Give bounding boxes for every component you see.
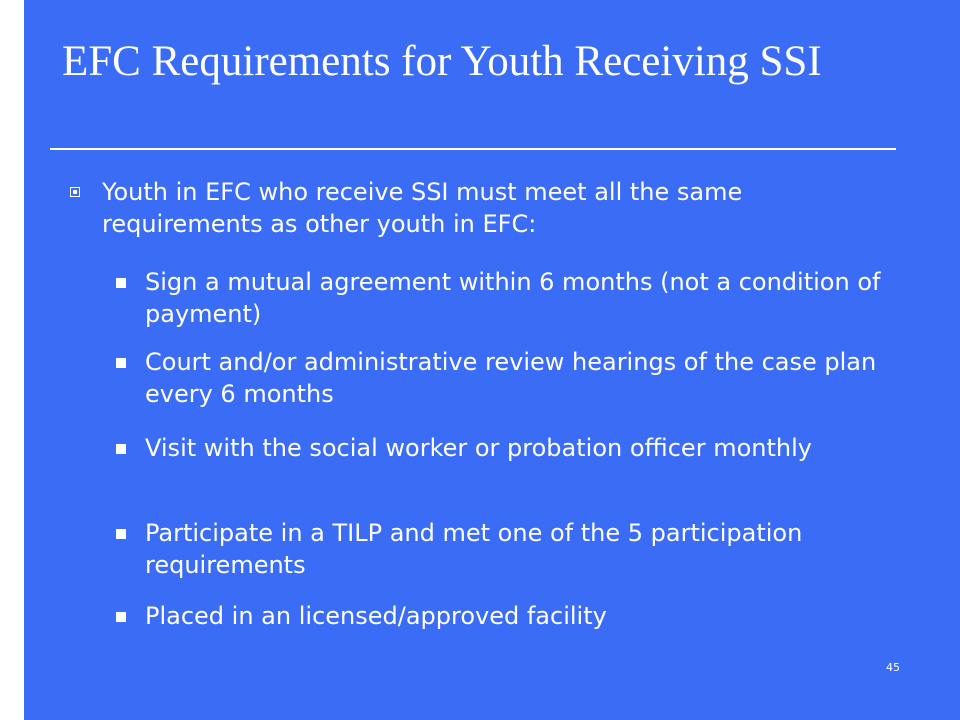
filled-square-bullet-icon xyxy=(116,612,126,622)
slide-title: EFC Requirements for Youth Receiving SSI xyxy=(62,38,822,85)
sub-bullet-text: Visit with the social worker or probation officer monthly xyxy=(145,434,812,462)
sub-bullet-item xyxy=(145,600,915,632)
hollow-square-bullet-icon xyxy=(70,187,80,197)
sub-bullet-item xyxy=(145,266,915,330)
sub-bullet-item xyxy=(145,517,915,581)
sub-bullet-text: Placed in an licensed/approved facility xyxy=(145,602,607,630)
filled-square-bullet-icon xyxy=(116,358,126,368)
main-bullet-item xyxy=(102,176,902,240)
filled-square-bullet-icon xyxy=(116,444,126,454)
sub-bullet-item xyxy=(145,432,915,464)
sub-bullet-text: Court and/or administrative review hearings of the case plan every 6 months xyxy=(145,348,877,408)
sub-bullet-item xyxy=(145,346,915,410)
page-number: 45 xyxy=(886,661,900,674)
filled-square-bullet-icon xyxy=(116,278,126,288)
sub-bullet-text: Sign a mutual agreement within 6 months (not a condition of payment) xyxy=(145,268,881,328)
filled-square-bullet-icon xyxy=(116,529,126,539)
main-bullet-text: Youth in EFC who receive SSI must meet all the same requirements as other youth in EFC: xyxy=(102,178,743,238)
sub-bullet-text: Participate in a TILP and met one of the 5 participation requirements xyxy=(145,519,803,579)
